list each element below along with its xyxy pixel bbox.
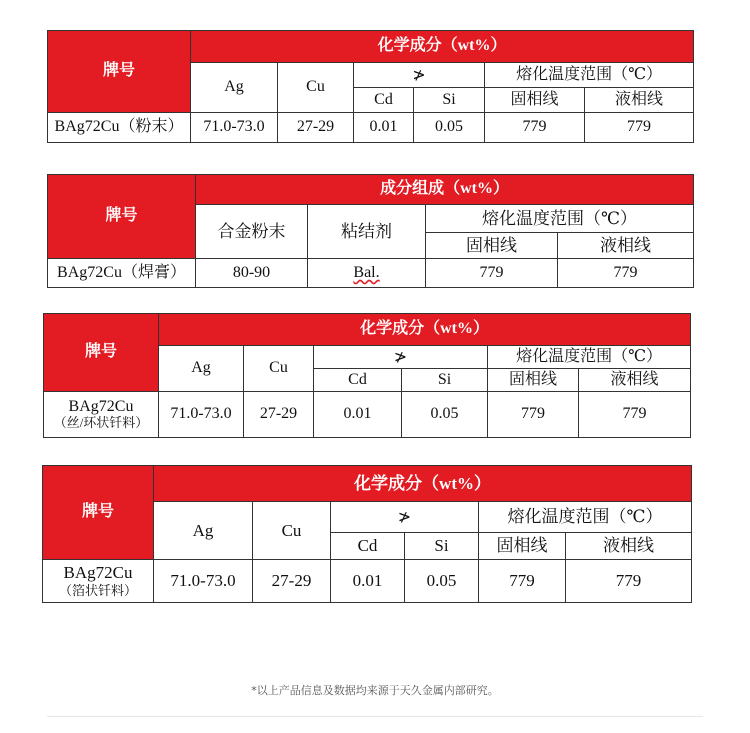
solidus-value: 779 <box>485 113 585 143</box>
composition-header: 化学成分（wt%） <box>159 314 691 346</box>
spec-table-foil <box>42 465 692 603</box>
cu-header: Cu <box>278 63 354 113</box>
cd-header: Cd <box>331 533 405 560</box>
liquidus-header: 液相线 <box>558 233 694 259</box>
divider <box>47 716 703 717</box>
cu-value: 27-29 <box>253 560 331 603</box>
composition-header: 化学成分（wt%） <box>154 466 692 502</box>
solidus-header: 固相线 <box>485 88 585 113</box>
cd-header: Cd <box>354 88 414 113</box>
si-value: 0.05 <box>402 392 488 438</box>
brand-name: BAg72Cu <box>68 397 134 415</box>
brand-form: （箔状钎料） <box>58 582 137 598</box>
liquidus-value: 779 <box>558 259 694 288</box>
spec-table-wire-ring <box>43 313 691 438</box>
liquidus-value: 779 <box>566 560 692 603</box>
brand-cell <box>44 392 159 438</box>
impurity-max-header: ≯ <box>314 346 488 369</box>
solidus-header: 固相线 <box>426 233 558 259</box>
ag-value: 71.0-73.0 <box>154 560 253 603</box>
cd-header: Cd <box>314 369 402 392</box>
binder-value <box>308 259 426 288</box>
alloy-powder-header: 合金粉末 <box>196 205 308 259</box>
binder-value-text: Bal. <box>353 263 380 281</box>
liquidus-value: 779 <box>585 113 694 143</box>
footnote: *以上产品信息及数据均来源于天久金属内部研究。 <box>251 684 499 697</box>
cd-value: 0.01 <box>331 560 405 603</box>
cd-value: 0.01 <box>354 113 414 143</box>
cu-value: 27-29 <box>244 392 314 438</box>
liquidus-header: 液相线 <box>579 369 691 392</box>
table-row <box>43 560 692 603</box>
liquidus-value: 779 <box>579 392 691 438</box>
ag-value: 71.0-73.0 <box>191 113 278 143</box>
liquidus-header: 液相线 <box>566 533 692 560</box>
si-header: Si <box>402 369 488 392</box>
brand-cell <box>43 560 154 603</box>
brand-form: （丝/环状钎料） <box>53 415 149 431</box>
melting-range-header: 熔化温度范围（℃） <box>488 346 691 369</box>
si-header: Si <box>414 88 485 113</box>
ag-header: Ag <box>191 63 278 113</box>
cu-value: 27-29 <box>278 113 354 143</box>
liquidus-header: 液相线 <box>585 88 694 113</box>
composition-header: 成分组成（wt%） <box>196 175 694 205</box>
table-row <box>44 392 691 438</box>
composition-header: 化学成分（wt%） <box>191 31 694 63</box>
brand-header: 牌号 <box>44 314 159 392</box>
brand-cell: BAg72Cu（焊膏） <box>48 259 196 288</box>
impurity-max-header: ≯ <box>354 63 485 88</box>
si-value: 0.05 <box>405 560 479 603</box>
brand-name: BAg72Cu <box>63 563 133 583</box>
table-row <box>48 113 694 143</box>
melting-range-header: 熔化温度范围（℃） <box>479 502 692 533</box>
solidus-value: 779 <box>488 392 579 438</box>
brand-cell: BAg72Cu（粉末） <box>48 113 191 143</box>
binder-header: 粘结剂 <box>308 205 426 259</box>
cu-header: Cu <box>253 502 331 560</box>
spec-table-powder <box>47 30 694 143</box>
solidus-header: 固相线 <box>488 369 579 392</box>
si-value: 0.05 <box>414 113 485 143</box>
spec-table-paste <box>47 174 694 288</box>
alloy-powder-value: 80-90 <box>196 259 308 288</box>
brand-header: 牌号 <box>43 466 154 560</box>
cu-header: Cu <box>244 346 314 392</box>
impurity-max-header: ≯ <box>331 502 479 533</box>
table-row <box>48 259 694 288</box>
melting-range-header: 熔化温度范围（℃） <box>485 63 694 88</box>
solidus-header: 固相线 <box>479 533 566 560</box>
si-header: Si <box>405 533 479 560</box>
solidus-value: 779 <box>426 259 558 288</box>
brand-header: 牌号 <box>48 31 191 113</box>
cd-value: 0.01 <box>314 392 402 438</box>
ag-header: Ag <box>159 346 244 392</box>
melting-range-header: 熔化温度范围（℃） <box>426 205 694 233</box>
brand-header: 牌号 <box>48 175 196 259</box>
ag-header: Ag <box>154 502 253 560</box>
ag-value: 71.0-73.0 <box>159 392 244 438</box>
solidus-value: 779 <box>479 560 566 603</box>
